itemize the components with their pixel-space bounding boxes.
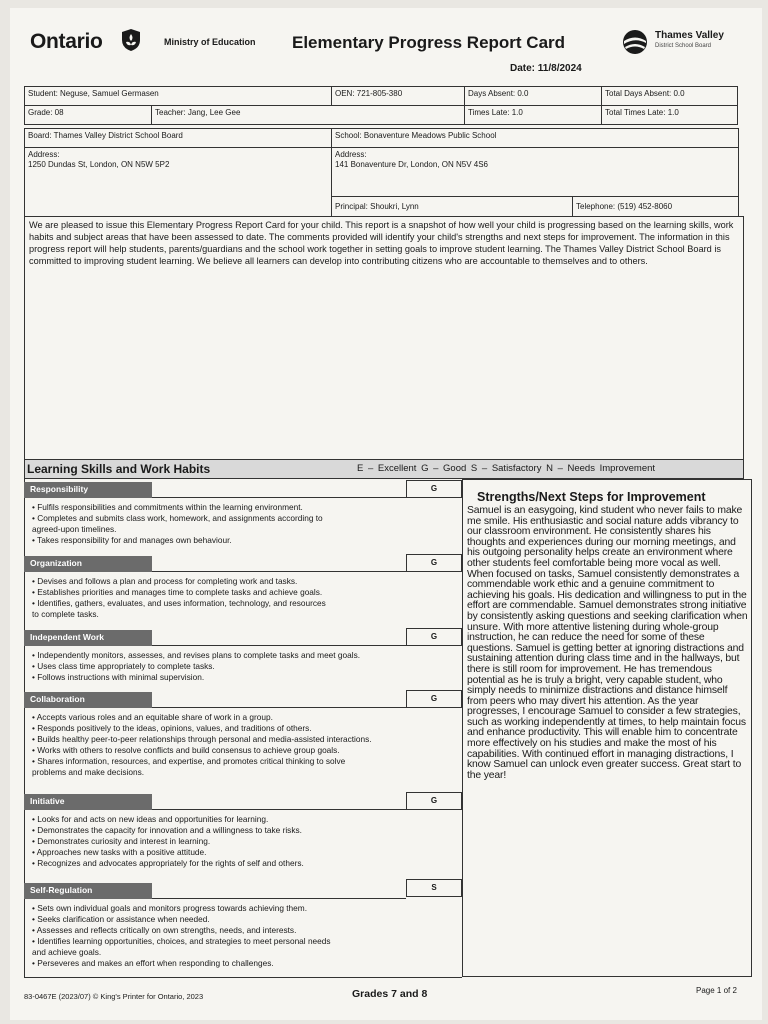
initiative-list [24, 813, 462, 869]
board-cell [24, 128, 332, 148]
initiative-grade: G [406, 792, 462, 810]
telephone-value: Telephone: (519) 452-8060 [576, 202, 673, 211]
list-item: • Builds healthy peer-to-peer relationships through personal and media-assisted interactions. [32, 734, 372, 744]
section-divider [152, 571, 406, 572]
student-name: Student: Neguse, Samuel Germasen [28, 89, 159, 98]
self-regulation-grade: S [406, 879, 462, 897]
page-number: Page 1 of 2 [696, 986, 737, 995]
grades-label: Grades 7 and 8 [352, 988, 428, 1000]
list-item: • Identifies, gathers, evaluates, and uses information, technology, and resources [32, 598, 326, 608]
list-item: and achieve goals. [32, 947, 102, 957]
list-item: • Uses class time appropriately to complete tasks. [32, 661, 215, 671]
independent-work-grade: G [406, 628, 462, 646]
school-address-cell [331, 147, 739, 197]
collaboration-grade: G [406, 690, 462, 708]
times-late-cell [464, 105, 602, 125]
student-name-cell [24, 86, 332, 106]
list-item: • Establishes priorities and manages time to complete tasks and achieve goals. [32, 587, 323, 597]
list-item: • Looks for and acts on new ideas and opportunities for learning. [32, 814, 269, 824]
organization-grade: G [406, 554, 462, 572]
organization-list [24, 575, 462, 620]
ontario-trillium-icon [120, 28, 142, 52]
board-logo-subtitle: District School Board [655, 43, 712, 49]
report-date: Date: 11/8/2024 [510, 63, 582, 74]
section-responsibility-heading: Responsibility [24, 482, 152, 498]
list-item: problems and make decisions. [32, 767, 145, 777]
list-item: to complete tasks. [32, 609, 99, 619]
form-code: 83-0467E (2023/07) © King's Printer for Ontario, 2023 [24, 992, 204, 1001]
list-item: • Recognizes and advocates appropriately for the rights of self and others. [32, 858, 304, 868]
list-item: • Follows instructions with minimal supervision. [32, 672, 205, 682]
section-self-regulation-heading: Self-Regulation [24, 883, 152, 899]
grade-cell [24, 105, 152, 125]
section-organization-heading: Organization [24, 556, 152, 572]
list-item: • Demonstrates the capacity for innovation and a willingness to take risks. [32, 825, 302, 835]
list-item: • Responds positively to the ideas, opinions, values, and traditions of others. [32, 723, 312, 733]
board-logo-name: Thames Valley [655, 30, 724, 41]
teacher-cell [151, 105, 465, 125]
section-independent-work-heading: Independent Work [24, 630, 152, 646]
board-value: Board: Thames Valley District School Board [28, 131, 183, 140]
list-item: • Independently monitors, assesses, and revises plans to complete tasks and meet goals. [32, 650, 361, 660]
list-item: • Identifies learning opportunities, choices, and strategies to meet personal needs [32, 936, 331, 946]
responsibility-list [24, 501, 462, 546]
grade-value: Grade: 08 [28, 108, 64, 117]
section-divider [152, 707, 406, 708]
self-regulation-list [24, 902, 462, 969]
list-item: • Assesses and reflects critically on own strengths, needs, and interests. [32, 925, 297, 935]
independent-work-list [24, 649, 462, 683]
times-late-value: Times Late: 1.0 [468, 108, 523, 117]
strengths-comment: Samuel is an easygoing, kind student who never fails to make me smile. His enthusiastic and social nature adds vibrancy to our classroom environment. He consistently shares his thoughts and experiences during our morning meetings, and his outgoing personality helps create an environment where other students feel comfortable being more vocal as well. When focused on tasks, Samuel consistently demonstrates a commendable work ethic and a genuine commitment to achieving his goals. His dedication and willingness to put in the effort are commendable. Samuel demonstrates strong initiative by consistently asking questions and seeking clarification when unsure. With more attentive listening during whole-group instruction, he can reduce the need for some of these questions. Samuel is getting better at ignoring distractions and sustaining attention during class time and in the hallways, but there is still room for improvement. He has tremendous potential as he is truly a bright, very capable student, who simply needs to minimize distractions and distance himself from peers who may divert his attention. As the year progresses, I encourage Samuel to consider a few strategies, such as working independently at times, to help maintain focus and enhance productivity. This will enable him to concentrate more effectively on his studies and make the most of his capabilities. With continued effort in managing distractions, I know Samuel can unlock even greater success. Great start to the year! [467, 505, 748, 781]
strengths-title: Strengths/Next Steps for Improvement [477, 490, 706, 504]
board-address-value: 1250 Dundas St, London, ON N5W 5P2 [28, 160, 170, 169]
principal-cell [331, 196, 573, 217]
learning-skills-header [24, 459, 744, 479]
responsibility-grade: G [406, 480, 462, 498]
learning-skills-title: Learning Skills and Work Habits [27, 462, 211, 476]
principal-value: Principal: Shoukri, Lynn [335, 202, 419, 211]
list-item: • Completes and submits class work, homework, and assignments according to [32, 513, 323, 523]
list-item: • Perseveres and makes an effort when responding to challenges. [32, 958, 274, 968]
school-value: School: Bonaventure Meadows Public School [335, 131, 497, 140]
oen-cell [331, 86, 465, 106]
list-item: • Accepts various roles and an equitable share of work in a group. [32, 712, 273, 722]
school-cell [331, 128, 739, 148]
list-item: agreed-upon timelines. [32, 524, 117, 534]
list-item: • Sets own individual goals and monitors progress towards achieving them. [32, 903, 308, 913]
section-divider [152, 809, 406, 810]
section-bottom-border [24, 977, 462, 978]
oen-value: OEN: 721-805-380 [335, 89, 403, 98]
total-times-late-cell [601, 105, 738, 125]
total-days-absent-cell [601, 86, 738, 106]
total-times-late-value: Total Times Late: 1.0 [605, 108, 679, 117]
teacher-value: Teacher: Jang, Lee Gee [155, 108, 241, 117]
total-days-absent-value: Total Days Absent: 0.0 [605, 89, 685, 98]
list-item: • Fulfils responsibilities and commitments within the learning environment. [32, 502, 303, 512]
list-item: • Demonstrates curiosity and interest in learning. [32, 836, 211, 846]
ontario-wordmark: Ontario [30, 30, 103, 53]
thames-valley-logo-icon [620, 28, 650, 56]
school-address-label: Address: [335, 150, 367, 159]
days-absent-value: Days Absent: 0.0 [468, 89, 529, 98]
list-item: • Approaches new tasks with a positive attitude. [32, 847, 207, 857]
list-item: • Takes responsibility for and manages own behaviour. [32, 535, 232, 545]
list-item: • Seeks clarification or assistance when needed. [32, 914, 210, 924]
section-divider [152, 898, 406, 899]
list-item: • Shares information, resources, and expertise, and promotes critical thinking to solve [32, 756, 346, 766]
section-initiative-heading: Initiative [24, 794, 152, 810]
telephone-cell [572, 196, 739, 217]
page-title: Elementary Progress Report Card [292, 33, 566, 52]
board-address-cell [24, 147, 332, 217]
list-item: • Devises and follows a plan and process for completing work and tasks. [32, 576, 298, 586]
strengths-panel [462, 479, 752, 977]
intro-paragraph: We are pleased to issue this Elementary Progress Report Card for your child. This report is a snapshot of how well your child is progressing based on the learning skills, work habits and subject areas that have been assessed to date. The comments provided will identify your child's strengths and next steps for improvement. The information in this progress report will help students, parents/guardians and the school work together in setting goals to improve student learning. The Thames Valley District School Board is committed to improving student learning. We believe all learners can develop into contributing citizens who are accountable to themselves and to others. [24, 216, 744, 460]
section-divider [152, 645, 406, 646]
section-divider [152, 497, 406, 498]
board-address-label: Address: [28, 150, 60, 159]
list-item: • Works with others to resolve conflicts and build consensus to achieve group goals. [32, 745, 340, 755]
ministry-label: Ministry of Education [164, 37, 256, 47]
school-address-value: 141 Bonaventure Dr, London, ON N5V 4S6 [335, 160, 488, 169]
section-collaboration-heading: Collaboration [24, 692, 152, 708]
grading-key: E – Excellent G – Good S – Satisfactory N – Needs Improvement [357, 463, 656, 474]
collaboration-list [24, 711, 462, 778]
days-absent-cell [464, 86, 602, 106]
